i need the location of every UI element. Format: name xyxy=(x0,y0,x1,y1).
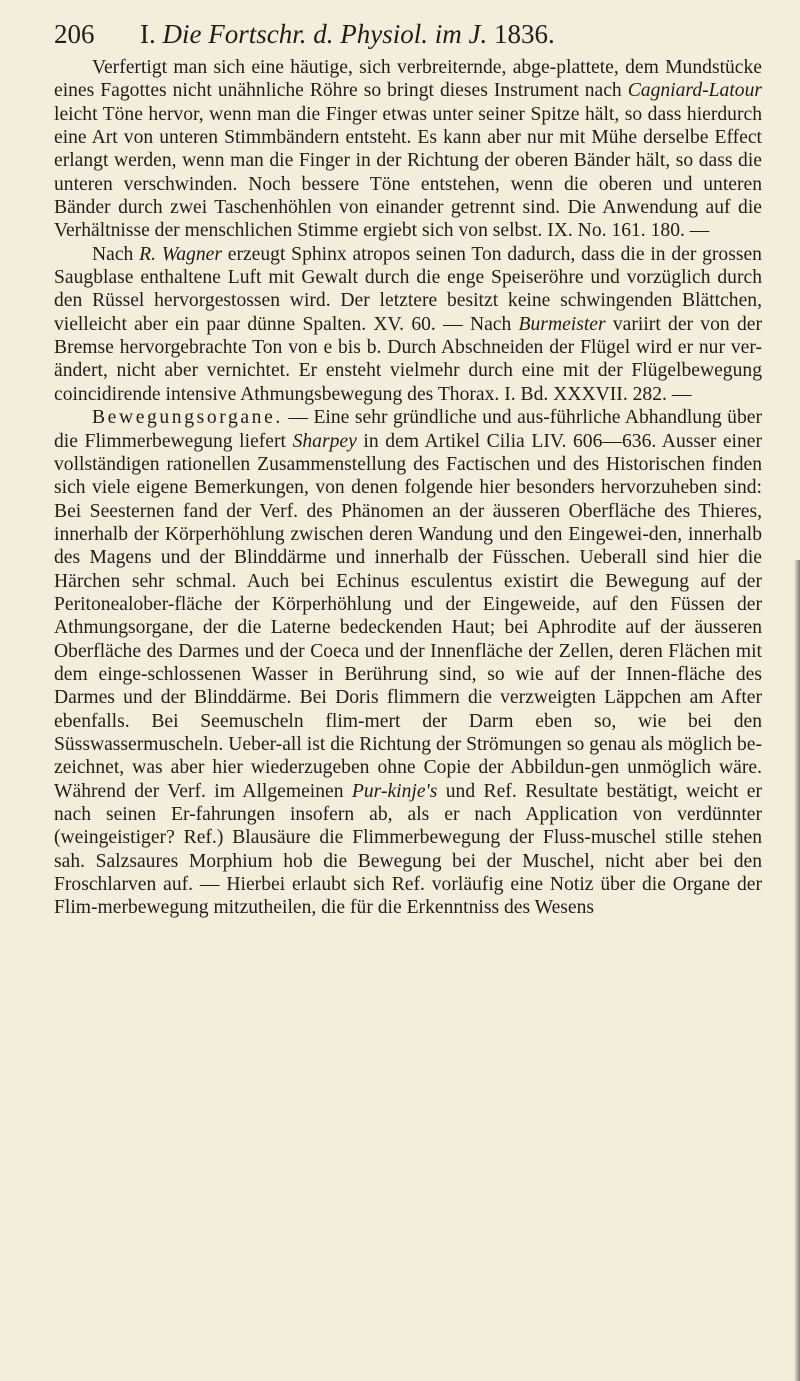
text-run: leicht Töne hervor, wenn man die Finger etwas unter seiner Spitze hält, so dass hierdurch eine Art von unteren Stimmbändern entsteht. Es kann aber nur mit Mühe derselbe Effect erlangt werden, wenn man die Finger in der Richtung der oberen Bänder hält, so dass die unteren verschwinden. Noch bessere Töne entstehen, wenn die oberen und unteren Bänder durch zwei Taschenhöhlen von einander getrennt sind. Die Anwendung auf die Verhältnisse der menschlichen Stimme ergiebt sich von selbst. IX. No. 161. 180. — xyxy=(54,103,762,242)
journal-title: Die Fortschr. d. Physiol. im J. xyxy=(162,19,488,49)
text-run: — Eine sehr gründliche und aus-führliche Abhandlung über die Flimmerbewegung liefert xyxy=(54,407,762,452)
paragraph xyxy=(54,56,762,243)
text-run: Nach xyxy=(92,243,140,265)
body-text xyxy=(54,56,762,920)
text-run: Verfertigt man sich eine häutige, sich verbreiternde, abge-plattete, dem Mundstücke eines Fagottes nicht unähnliche Röhre so bringt dieses Instrument nach xyxy=(54,57,762,102)
running-title xyxy=(140,14,555,54)
section-numeral: I. xyxy=(140,19,156,49)
italic-name: R. Wagner xyxy=(139,243,222,265)
running-head xyxy=(54,14,762,54)
page-number: 206 xyxy=(54,19,95,49)
year: 1836. xyxy=(493,19,555,49)
book-page xyxy=(54,14,762,920)
italic-name: Cagniard-Latour xyxy=(627,80,762,102)
italic-name: Burmeister xyxy=(518,313,606,335)
text-run: in dem Artikel Cilia LIV. 606—636. Ausser einer vollständigen rationellen Zusammenstellung des Factischen und des Historischen finden sich viele eigene Bemerkungen, von denen folgende hier besonders hervorzuheben sind: Bei Seesternen fand der Verf. des Phänomen an der äusseren Oberfläche des Thieres, innerhalb der Körperhöhlung zwischen deren Wandung und den Eingewei-den, innerhalb des Magens und der Blinddärme und innerhalb der Füsschen. Ueberall sind hier die Härchen sehr schmal. Auch bei Echinus esculentus existirt die Bewegung auf der Peritonealober-fläche der Körperhöhlung und der Eingeweide, auf den Füssen der Athmungsorgane, der die Laterne bedeckenden Haut; bei Aphrodite auf der äusseren Oberfläche des Darmes und der Coeca und der Innenfläche der Zellen, deren Flächen mit dem einge-schlossenen Wasser in Berührung sind, so wie auf der Innen-fläche des Darmes und der Blinddärme. Bei Doris flimmern die verzweigten Läppchen am After ebenfalls. Bei Seemuscheln flim-mert der Darm eben so, wie bei den Süsswassermuscheln. Ueber-all ist die Richtung der Strömungen so genau als möglich be-zeichnet, was aber hier wiederzugeben ohne Copie der Abbildun-gen unmöglich wäre. Während der Verf. im Allgemeinen xyxy=(54,430,762,802)
paragraph xyxy=(54,243,762,406)
text-run: variirt der von der Bremse hervorgebrachte Ton von e bis b. Durch Abschneiden der Flügel wird er nur ver-ändert, nicht aber vernichtet. Er ensteht vielmehr durch eine mit der Flügelbewegung coincidirende intensive Athmungsbewegung des Thorax. I. Bd. XXXVII. 282. — xyxy=(54,313,762,405)
italic-name: Pur-kinje's xyxy=(351,780,438,802)
page-edge-shadow xyxy=(794,560,800,1381)
text-run: erzeugt Sphinx atropos seinen Ton dadurch, dass die in der grossen Saugblase enthaltene Luft mit Gewalt durch die enge Speiseröhre und vorzüglich durch den Rüssel hervorgestossen wird. Der letztere besitzt keine schwingenden Blättchen, vielleicht aber ein paar dünne Spalten. XV. 60. — Nach xyxy=(54,243,762,335)
italic-name: Sharpey xyxy=(292,430,357,452)
text-run: und Ref. Resultate bestätigt, weicht er nach seinen Er-fahrungen insofern ab, als er nach Application von verdünnter (weingeistiger? Ref.) Blausäure die Flimmerbewegung der Fluss-muschel stille stehen sah. Salzsaures Morphium hob die Bewegung bei der Muschel, nicht aber bei den Froschlarven auf. — Hierbei erlaubt sich Ref. vorläufig eine Notiz über die Organe der Flim-merbewegung mitzutheilen, die für die Erkenntniss des Wesens xyxy=(54,780,762,919)
section-heading: Bewegungsorgane. xyxy=(92,407,283,429)
paragraph xyxy=(54,406,762,920)
